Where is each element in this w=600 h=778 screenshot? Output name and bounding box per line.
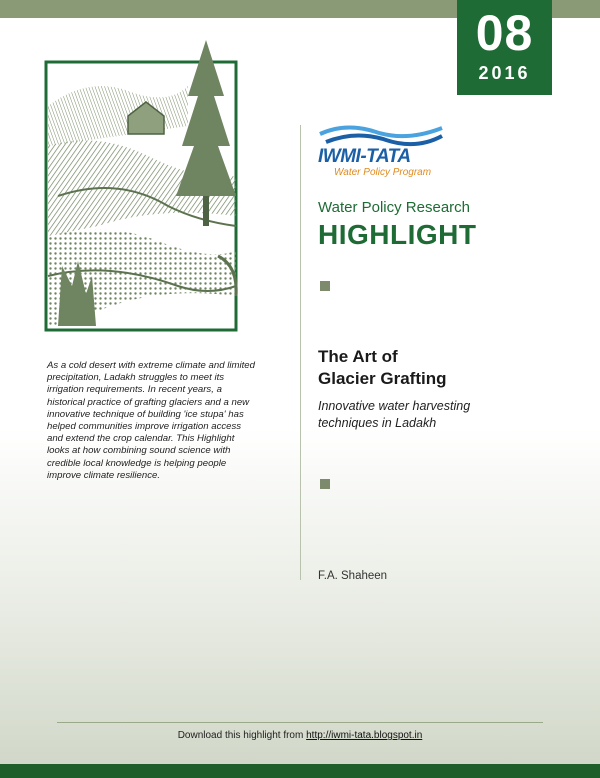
title-line-2: Glacier Grafting bbox=[318, 369, 447, 388]
square-bullet-icon bbox=[320, 281, 330, 291]
iwmi-tata-logo bbox=[316, 120, 446, 182]
footer-link[interactable]: http://iwmi-tata.blogspot.in bbox=[306, 730, 423, 741]
logo-name: IWMI-TATA bbox=[318, 146, 411, 167]
abstract-text: As a cold desert with extreme climate and limited precipitation, Ladakh struggles to meet its irrigation requirements. In recent years, a historical practice of grafting glaciers and a new innovative technique of building 'ice stupa' has helped communities improve irrigation access and extend the crop calendar. This Highlight looks at how combining sound science with credible local knowledge is helping people improve climate resilience. bbox=[47, 360, 255, 481]
highlight-heading: HIGHLIGHT bbox=[318, 219, 477, 250]
landscape-illustration bbox=[38, 36, 244, 334]
series-label: Water Policy Research bbox=[318, 199, 470, 216]
footer bbox=[0, 730, 600, 741]
author-name: F.A. Shaheen bbox=[318, 570, 388, 582]
issue-badge bbox=[457, 0, 552, 95]
footer-divider bbox=[57, 722, 543, 723]
footer-text: Download this highlight from bbox=[177, 730, 307, 741]
vertical-divider bbox=[300, 125, 301, 580]
issue-number: 08 bbox=[475, 5, 534, 61]
issue-year: 2016 bbox=[478, 63, 531, 83]
bottom-band bbox=[0, 764, 600, 778]
square-bullet-icon bbox=[320, 479, 330, 489]
article-title bbox=[318, 346, 446, 390]
title-line-1: The Art of bbox=[318, 347, 398, 366]
article-subtitle: Innovative water harvesting techniques in Ladakh bbox=[318, 399, 471, 430]
logo-program: Water Policy Program bbox=[334, 167, 432, 178]
